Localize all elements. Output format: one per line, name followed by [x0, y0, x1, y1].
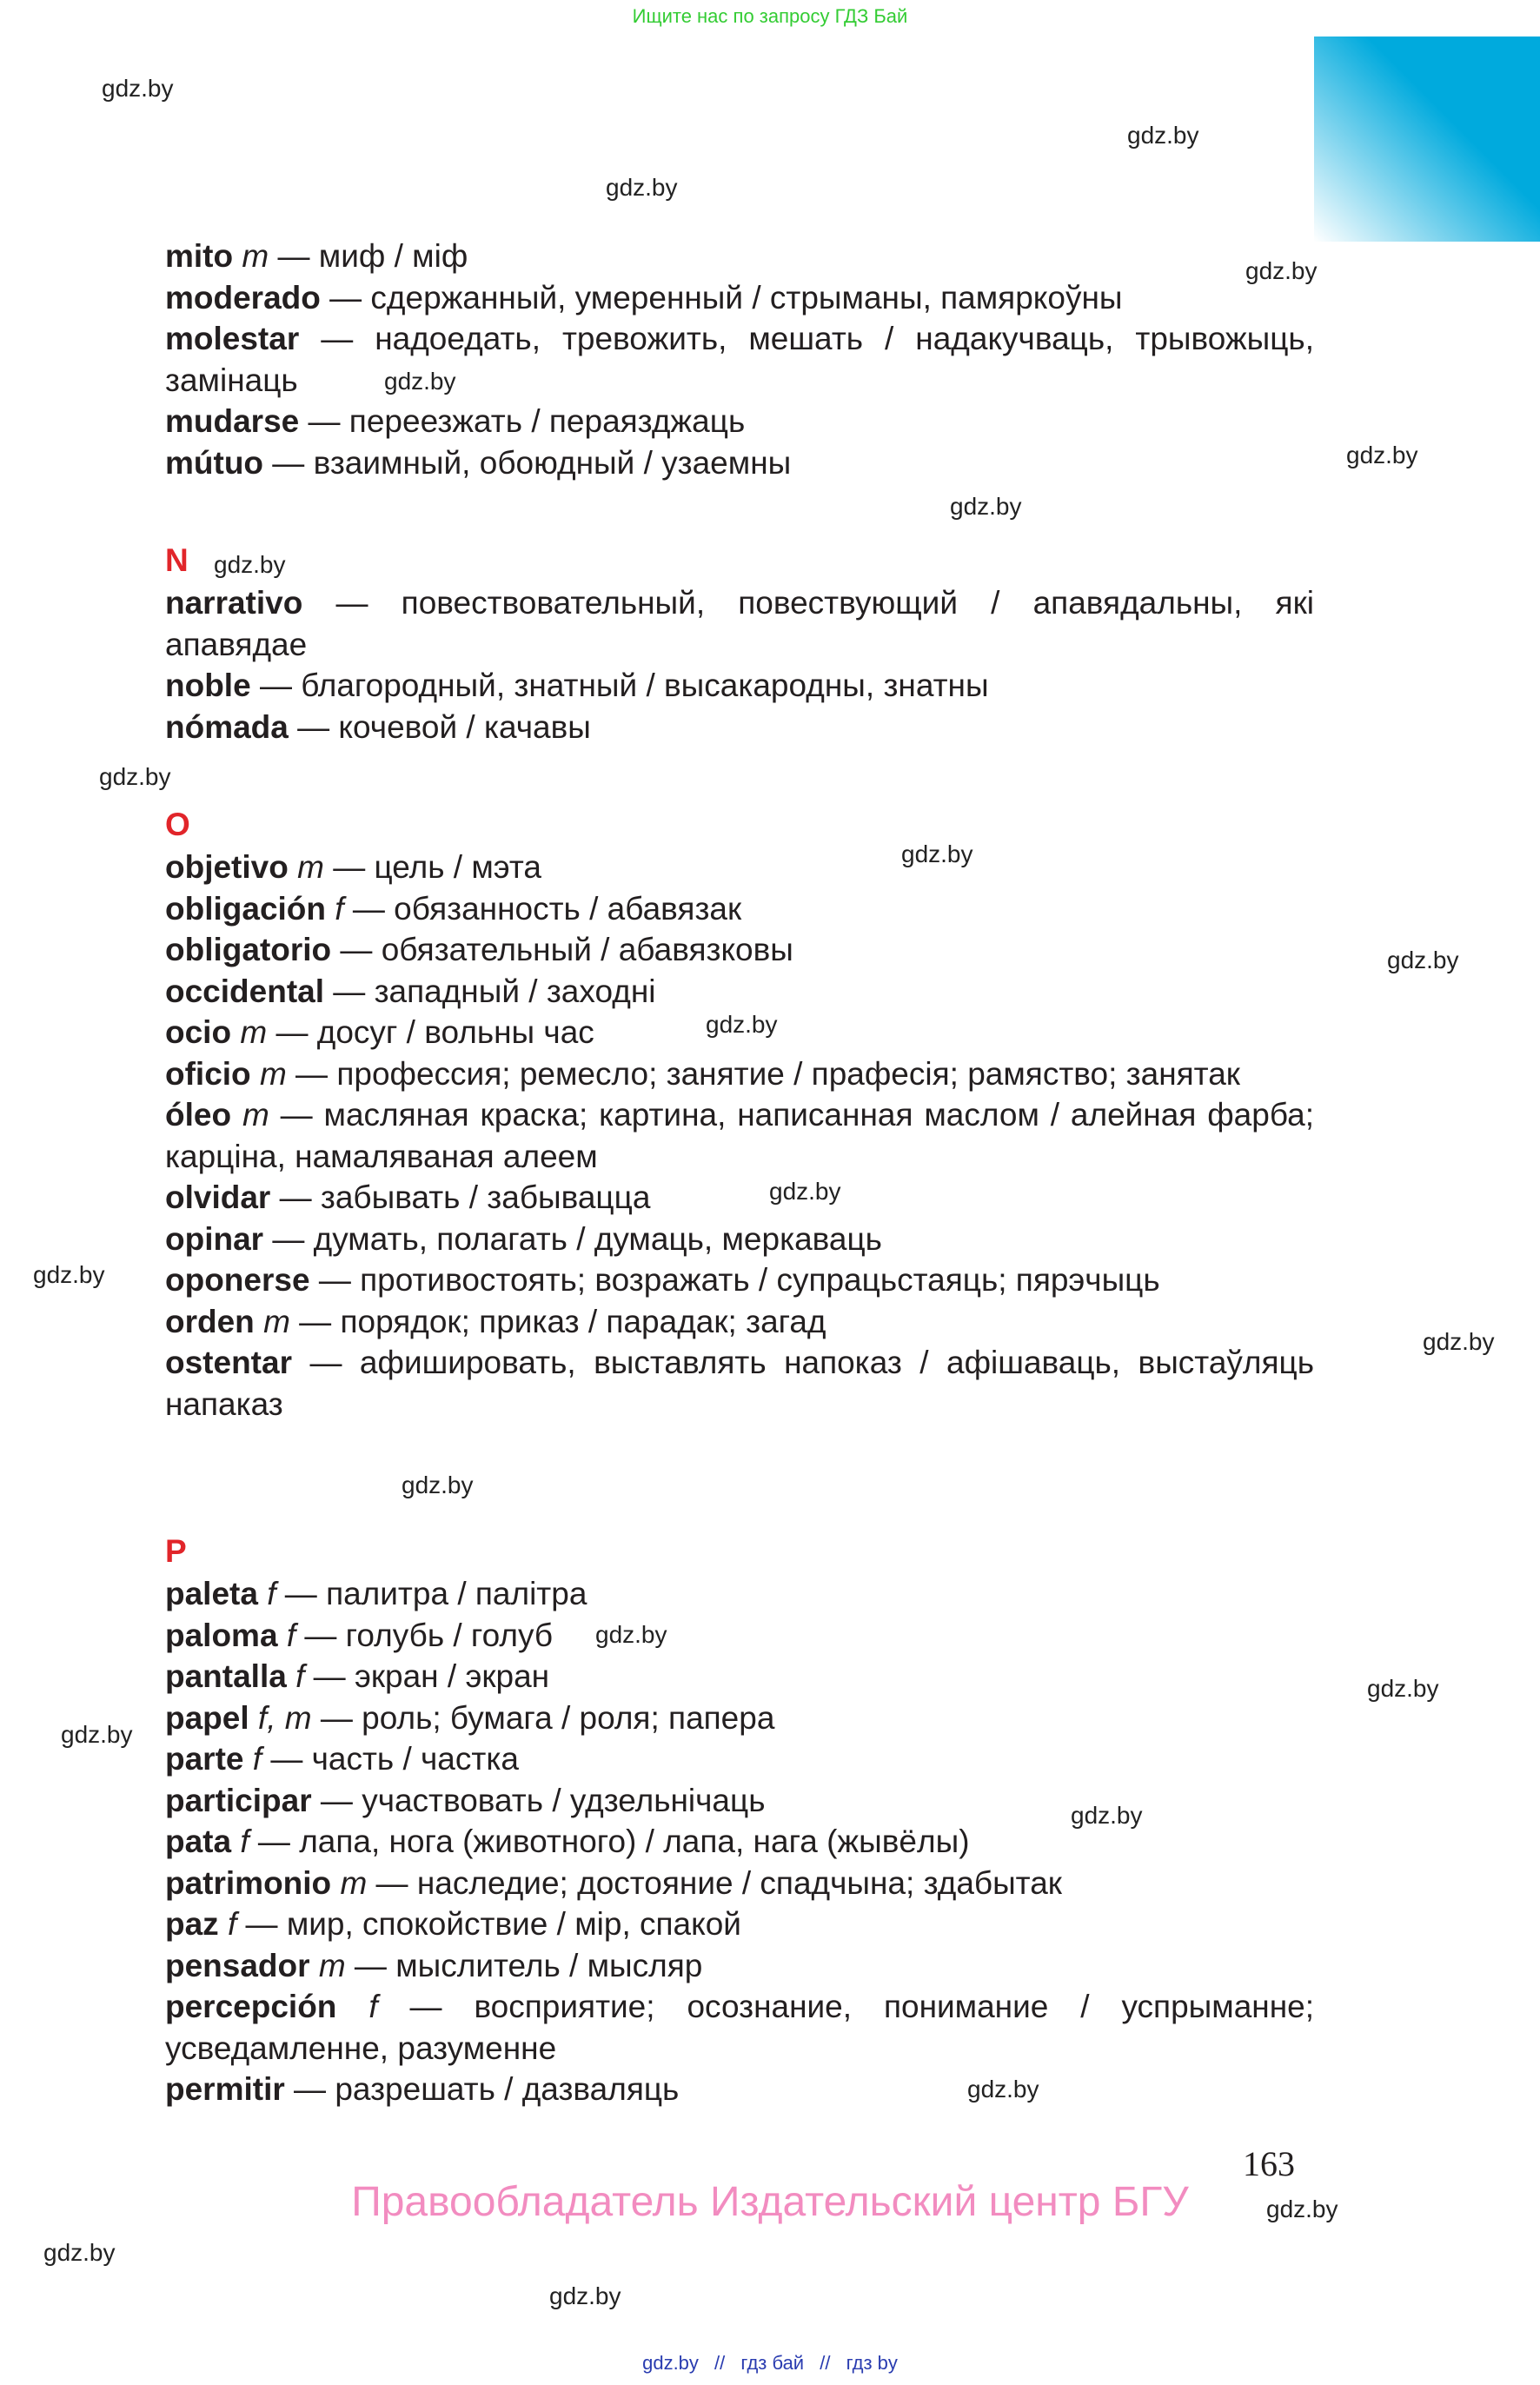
link-separator: // [714, 2352, 726, 2374]
translation: мир, спокойствие / мір, спакой [286, 1906, 741, 1942]
headword: moderado [165, 279, 321, 316]
translation: миф / міф [318, 238, 468, 274]
section-letter: O [165, 807, 190, 842]
headword: objetivo [165, 849, 289, 885]
watermark: gdz.by [43, 2239, 116, 2266]
watermark: gdz.by [950, 493, 1022, 520]
headword: ostentar [165, 1345, 292, 1380]
headword: mito [165, 238, 234, 274]
watermark: gdz.by [706, 1011, 778, 1038]
grammar-tag: f [267, 1576, 276, 1611]
headword: orden [165, 1303, 255, 1339]
grammar-tag: f, m [257, 1699, 312, 1736]
headword: obligación [165, 890, 326, 927]
translation: досуг / вольны час [316, 1014, 594, 1050]
dictionary-entry: narrativo — повествовательный, повествующий / апавядальны, які апавядае [165, 585, 1315, 662]
dictionary-entry: mito m — миф / міф [165, 238, 468, 274]
headword: patrimonio [165, 1864, 332, 1901]
dictionary-entry: paleta f — палитра / палітра [165, 1576, 587, 1611]
headword: pata [165, 1824, 232, 1859]
translation: наследие; достояние / спадчына; здабытак [416, 1864, 1062, 1901]
dictionary-entry: obligatorio — обязательный / абавязковы [165, 932, 793, 967]
translation: взаимный, обоюдный / узаемны [313, 444, 792, 481]
dictionary-entry: molestar — надоедать, тревожить, мешать / надакучваць, трывожыць, замінаць [165, 321, 1314, 398]
translation: обязательный / абавязковы [381, 932, 793, 967]
grammar-tag: m [259, 1055, 287, 1092]
section-letter: P [165, 1533, 187, 1569]
translation: палитра / палітра [326, 1576, 587, 1611]
dictionary-entry: patrimonio m — наследие; достояние / спадчына; здабытак [165, 1864, 1062, 1901]
watermark: gdz.by [102, 75, 174, 102]
translation: цель / мэта [374, 849, 541, 885]
headword: óleo [165, 1097, 232, 1133]
headword: nómada [165, 708, 289, 745]
section-o [165, 803, 1314, 1425]
dictionary-entry: olvidar — забывать / забывацца [165, 1179, 651, 1215]
dictionary-entry: opinar — думать, полагать / думаць, меркаваць [165, 1220, 882, 1257]
watermark: gdz.by [769, 1178, 841, 1205]
section-n [165, 539, 1314, 747]
headword: noble [165, 668, 251, 703]
dictionary-entry: moderado — сдержанный, умеренный / стрыманы, памяркоўны [165, 279, 1123, 316]
translation: голубь / голуб [345, 1617, 554, 1653]
translation: кочевой / качавы [338, 708, 591, 745]
dictionary-entry: paloma f — голубь / голуб [165, 1617, 554, 1653]
headword: paz [165, 1906, 219, 1942]
dictionary-entry: pensador m — мыслитель / мысляр [165, 1947, 703, 1983]
translation: лапа, нога (животного) / лапа, нага (жывёлы) [299, 1824, 970, 1859]
translation: роль; бумага / роля; папера [362, 1699, 775, 1736]
dictionary-entry: parte f — часть / частка [165, 1741, 519, 1777]
link-separator: // [820, 2352, 831, 2374]
section-p [165, 1530, 1314, 2110]
headword: pensador [165, 1947, 310, 1983]
translation: сдержанный, умеренный / стрыманы, памяркоўны [370, 279, 1123, 316]
bottom-link[interactable]: гдз by [846, 2352, 898, 2374]
section-m [165, 236, 1314, 483]
copyright-footer: Правообладатель Издательский центр БГУ [351, 2179, 1189, 2225]
dictionary-entry: objetivo m — цель / мэта [165, 849, 541, 885]
headword: percepción [165, 1989, 337, 2024]
dictionary-entry: orden m — порядок; приказ / парадак; загад [165, 1303, 826, 1339]
translation: забывать / забывацца [320, 1179, 651, 1215]
corner-decoration [1314, 37, 1540, 242]
watermark: gdz.by [595, 1621, 667, 1648]
dictionary-entry: mudarse — переезжать / пераязджаць [165, 403, 746, 439]
grammar-tag: f [335, 890, 344, 927]
watermark: gdz.by [1387, 947, 1459, 973]
grammar-tag: f [286, 1617, 296, 1653]
headword: participar [165, 1782, 312, 1818]
dictionary-entry: papel f, m — роль; бумага / роля; папера [165, 1699, 775, 1736]
watermark: gdz.by [606, 174, 678, 201]
dictionary-entry: mútuo — взаимный, обоюдный / узаемны [165, 444, 792, 481]
dictionary-entry: paz f — мир, спокойствие / мір, спакой [165, 1906, 741, 1942]
grammar-tag: m [242, 1097, 269, 1133]
translation: часть / частка [311, 1741, 519, 1777]
dictionary-entry: obligación f — обязанность / абавязак [165, 890, 742, 927]
dictionary-entry: occidental — западный / заходні [165, 973, 656, 1009]
headword: opinar [165, 1220, 264, 1257]
headword: ocio [165, 1014, 232, 1050]
translation: переезжать / пераязджаць [348, 403, 746, 439]
watermark: gdz.by [1367, 1675, 1439, 1702]
watermark: gdz.by [33, 1261, 105, 1288]
headword: olvidar [165, 1179, 271, 1215]
dictionary-entry: percepción f — восприятие; осознание, понимание / успрыманне; усведамленне, разуменне [165, 1989, 1314, 2066]
headword: parte [165, 1741, 244, 1777]
grammar-tag: m [240, 1014, 268, 1050]
translation: благородный, знатный / высакародны, знатны [301, 668, 989, 703]
headword: mútuo [165, 444, 264, 481]
headword: mudarse [165, 403, 300, 439]
watermark: gdz.by [61, 1721, 133, 1748]
watermark: gdz.by [402, 1472, 474, 1498]
headword: molestar [165, 321, 300, 356]
grammar-tag: f [252, 1741, 262, 1777]
watermark: gdz.by [967, 2076, 1039, 2103]
dictionary-entry: oponerse — противостоять; возражать / супрацьстаяць; пярэчыць [165, 1262, 1160, 1298]
watermark: gdz.by [1266, 2196, 1338, 2222]
headword: papel [165, 1699, 249, 1736]
grammar-tag: m [242, 238, 269, 274]
watermark: gdz.by [1423, 1328, 1495, 1355]
watermark: gdz.by [1346, 442, 1418, 468]
grammar-tag: m [297, 849, 324, 885]
translation: надоедать, тревожить, мешать / надакучваць, трывожыць, замінаць [165, 321, 1314, 398]
translation: мыслитель / мысляр [395, 1947, 703, 1983]
translation: профессия; ремесло; занятие / прафесія; рамяство; занятак [336, 1055, 1240, 1092]
translation: западный / заходні [374, 973, 656, 1009]
watermark: gdz.by [214, 551, 286, 578]
translation: восприятие; осознание, понимание / успрыманне; усведамленне, разуменне [165, 1989, 1314, 2066]
watermark: gdz.by [1245, 257, 1318, 284]
headword: obligatorio [165, 932, 332, 967]
headword: occidental [165, 973, 324, 1009]
grammar-tag: f [227, 1906, 237, 1942]
watermark: gdz.by [384, 368, 456, 395]
headword: paloma [165, 1617, 278, 1653]
dictionary-entry: nómada — кочевой / качавы [165, 708, 591, 745]
bottom-link[interactable]: gdz.by [642, 2352, 699, 2374]
translation: повествовательный, повествующий / апавядальны, які апавядае [165, 585, 1315, 662]
translation: обязанность / абавязак [394, 890, 742, 927]
grammar-tag: f [295, 1658, 305, 1694]
translation: противостоять; возражать / супрацьстаяць; пярэчыць [360, 1262, 1160, 1298]
headword: permitir [165, 2071, 285, 2107]
translation: масляная краска; картина, написанная маслом / алейная фарба; карціна, намаляваная алеем [165, 1097, 1315, 1174]
bottom-link[interactable]: гдз бай [740, 2352, 805, 2374]
grammar-tag: m [263, 1303, 290, 1339]
dictionary-entry: oficio m — профессия; ремесло; занятие / прафесія; рамяство; занятак [165, 1055, 1240, 1092]
translation: участвовать / удзельнічаць [362, 1782, 766, 1818]
grammar-tag: f [368, 1989, 378, 2024]
grammar-tag: f [240, 1824, 249, 1859]
headword: narrativo [165, 585, 303, 621]
top-notice: Ищите нас по запросу ГДЗ Бай [632, 5, 908, 27]
watermark: gdz.by [99, 763, 171, 790]
translation: разрешать / дазваляць [335, 2071, 680, 2107]
watermark: gdz.by [1127, 122, 1199, 149]
headword: pantalla [165, 1658, 287, 1694]
translation: экран / экран [354, 1658, 550, 1694]
bottom-links [0, 2352, 1540, 2375]
dictionary-entry: óleo m — масляная краска; картина, написанная маслом / алейная фарба; карціна, намаляваная алеем [165, 1097, 1315, 1174]
dictionary-entry: pata f — лапа, нога (животного) / лапа, нага (жывёлы) [165, 1824, 970, 1859]
translation: думать, полагать / думаць, меркаваць [313, 1220, 882, 1257]
watermark: gdz.by [1071, 1802, 1143, 1829]
dictionary-entry: permitir — разрешать / дазваляць [165, 2071, 680, 2107]
grammar-tag: m [340, 1864, 368, 1901]
watermark: gdz.by [901, 840, 973, 867]
dictionary-entry: participar — участвовать / удзельнічаць [165, 1782, 766, 1818]
headword: oficio [165, 1055, 251, 1092]
dictionary-entry: noble — благородный, знатный / высакародны, знатны [165, 668, 989, 703]
dictionary-entry: pantalla f — экран / экран [165, 1658, 550, 1694]
dictionary-entry: ocio m — досуг / вольны час [165, 1014, 594, 1050]
watermark: gdz.by [549, 2282, 621, 2309]
dictionary-entry: ostentar — афишировать, выставлять напоказ / афішаваць, выстаўляць напаказ [165, 1345, 1315, 1422]
section-letter: N [165, 542, 189, 578]
translation: афишировать, выставлять напоказ / афішаваць, выстаўляць напаказ [165, 1345, 1315, 1422]
grammar-tag: m [318, 1947, 346, 1983]
page-number: 163 [1243, 2144, 1295, 2183]
headword: oponerse [165, 1262, 310, 1298]
translation: порядок; приказ / парадак; загад [340, 1303, 826, 1339]
headword: paleta [165, 1576, 258, 1611]
